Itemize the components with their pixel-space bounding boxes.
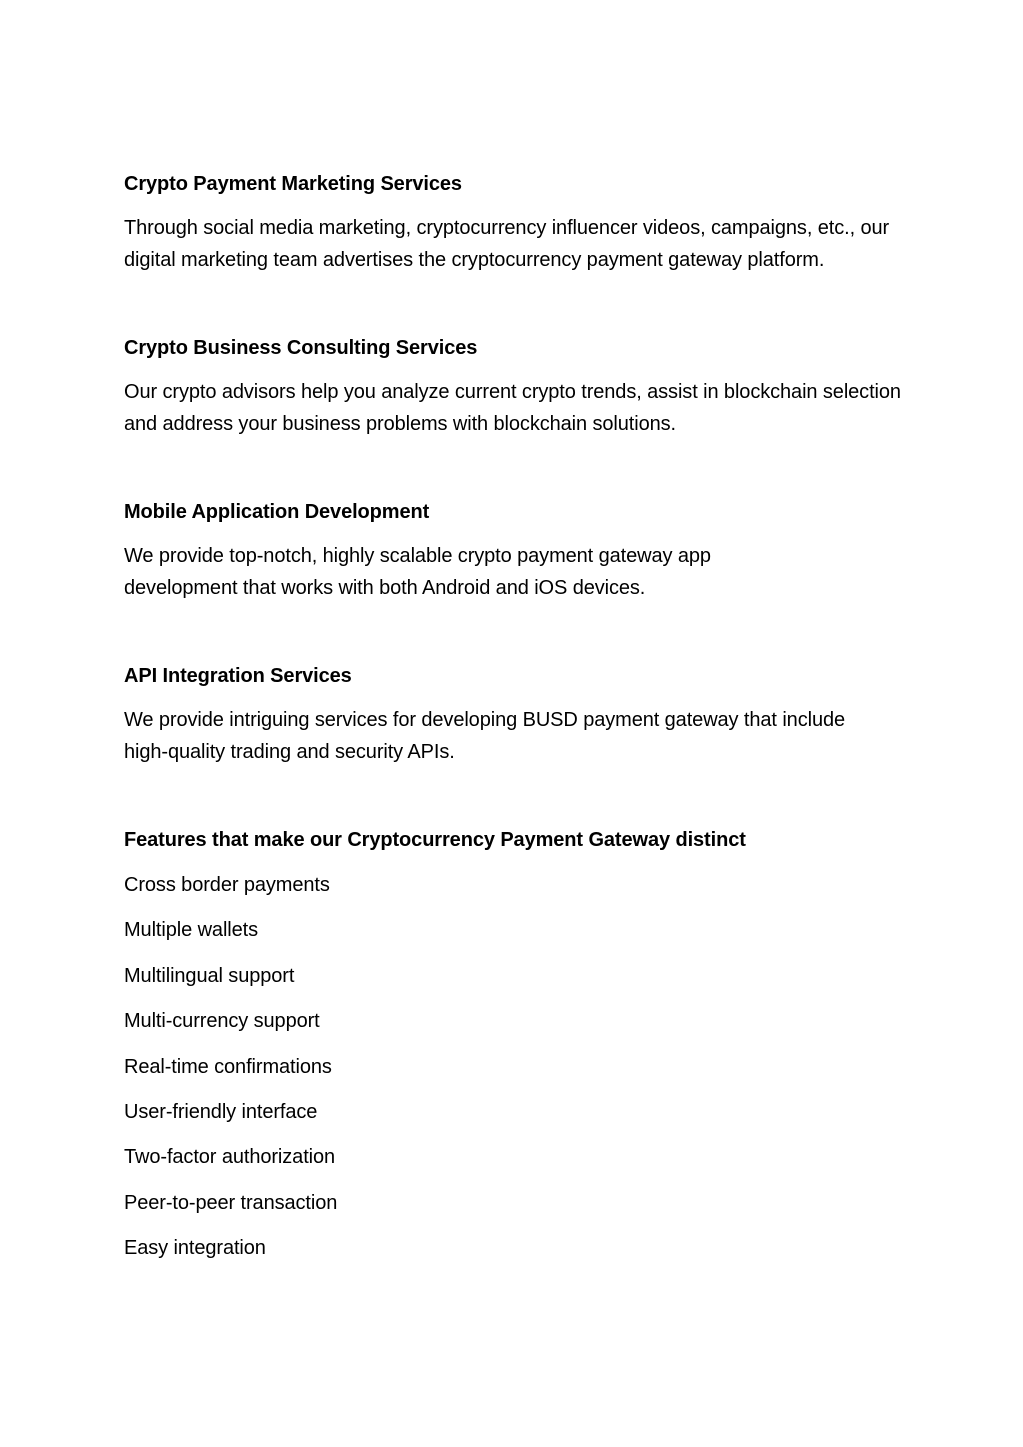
feature-item: User-friendly interface	[124, 1100, 318, 1123]
section-heading: API Integration Services	[124, 665, 352, 687]
section-marketing	[124, 170, 914, 276]
feature-item: Real-time confirmations	[124, 1055, 332, 1078]
feature-item: Multi-currency support	[124, 1010, 320, 1033]
section-body: Our crypto advisors help you analyze current crypto trends, assist in blockchain selection and address your business problems with blockchain solutions.	[124, 381, 901, 435]
section-api-integration	[124, 662, 914, 768]
section-heading: Crypto Business Consulting Services	[124, 337, 478, 359]
feature-item: Easy integration	[124, 1237, 266, 1260]
section-mobile-app	[124, 498, 914, 604]
feature-list	[124, 871, 914, 1262]
section-heading: Crypto Payment Marketing Services	[124, 173, 462, 195]
section-body: We provide top-notch, highly scalable crypto payment gateway app development that works with both Android and iOS devices.	[124, 545, 711, 599]
section-body: Through social media marketing, cryptocurrency influencer videos, campaigns, etc., our digital marketing team advertises the cryptocurrency payment gateway platform.	[124, 217, 890, 271]
feature-item: Multiple wallets	[124, 919, 259, 942]
feature-item: Peer-to-peer transaction	[124, 1191, 338, 1214]
features-section	[124, 826, 914, 1262]
section-body: We provide intriguing services for developing BUSD payment gateway that include high-quality trading and security APIs.	[124, 709, 846, 763]
feature-item: Two-factor authorization	[124, 1146, 336, 1169]
section-heading: Mobile Application Development	[124, 501, 430, 523]
feature-item: Multilingual support	[124, 964, 295, 987]
section-consulting	[124, 334, 914, 440]
document-page	[124, 170, 914, 1280]
feature-item: Cross border payments	[124, 874, 330, 896]
features-heading: Features that make our Cryptocurrency Payment Gateway distinct	[124, 829, 746, 851]
